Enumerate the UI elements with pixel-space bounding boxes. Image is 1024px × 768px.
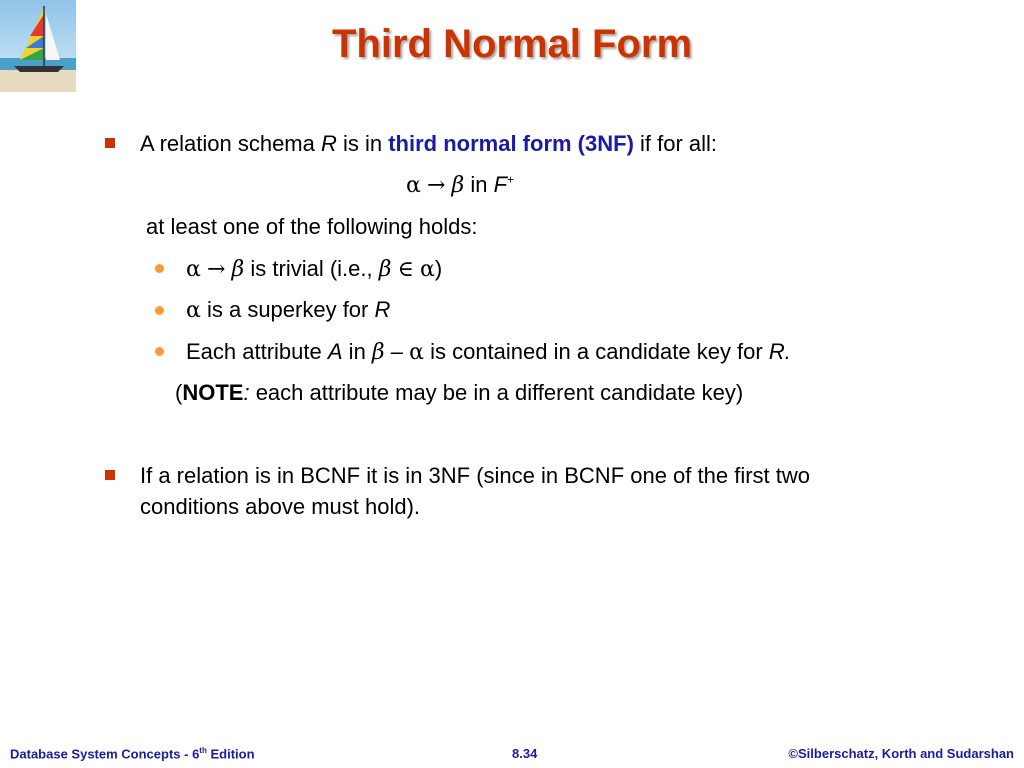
alpha-symbol: α — [186, 257, 201, 282]
sub-bullet-text: Each attribute — [186, 339, 328, 364]
sub-bullet-text: is contained in a candidate key for — [423, 339, 769, 364]
functional-dependency-line — [406, 172, 514, 198]
relation-r: R — [320, 131, 337, 156]
sub-bullet-text: is a superkey for — [200, 297, 375, 322]
bullet-1 — [140, 131, 717, 157]
alpha-symbol: α — [406, 173, 421, 198]
arrow-symbol: → — [426, 173, 446, 198]
bullet-dot-icon — [155, 347, 164, 356]
bullet-square-icon — [105, 138, 115, 148]
alpha-symbol: α — [420, 257, 435, 282]
open-paren: ( — [175, 380, 183, 405]
relation-r: R. — [768, 339, 791, 364]
third-normal-form-term: third normal form (3NF) — [388, 131, 634, 156]
note-label: NOTE — [182, 380, 244, 405]
sub-bullet-superkey — [186, 297, 390, 323]
footer-edition-sup: th — [199, 746, 207, 755]
alpha-symbol: α — [186, 298, 201, 323]
element-of-symbol: ∈ — [397, 257, 414, 282]
footer-copyright: ©Silberschatz, Korth and Sudarshan — [788, 746, 1014, 761]
alpha-symbol: α — [409, 340, 424, 365]
sub-bullet-trivial — [186, 256, 442, 282]
sub-bullet-candidate-key — [186, 339, 791, 365]
slide-title: Third Normal Form — [331, 22, 693, 66]
bullet-1-text: A relation schema — [140, 131, 321, 156]
close-paren: ) — [434, 256, 443, 281]
beta-symbol: β — [371, 340, 385, 365]
sub-bullet-text: in — [342, 339, 372, 364]
attribute-a: A — [327, 339, 343, 364]
note-colon: : — [243, 380, 250, 405]
note-text: each attribute may be in a different candidate key) — [249, 380, 744, 405]
sub-bullet-text: is trivial (i.e., — [244, 256, 379, 281]
closure-f: F — [493, 172, 508, 197]
bullet-2-line-2: conditions above must hold). — [140, 494, 421, 519]
relation-r: R — [374, 297, 391, 322]
bullet-square-icon — [105, 470, 115, 480]
minus-symbol: – — [384, 339, 410, 364]
fd-in-text: in — [464, 172, 494, 197]
closure-plus: + — [507, 172, 515, 187]
beta-symbol: β — [378, 257, 392, 282]
beta-symbol: β — [451, 173, 465, 198]
footer-book-text: Database System Concepts - 6 — [10, 746, 200, 762]
bullet-2-line-1: If a relation is in BCNF it is in 3NF (since in BCNF one of the first two — [140, 463, 811, 488]
footer-book-title — [10, 746, 255, 761]
bullet-1-text: is in — [336, 131, 389, 156]
note-line — [175, 380, 743, 406]
bullet-1-text: if for all: — [633, 131, 718, 156]
holds-line: at least one of the following holds: — [146, 214, 478, 239]
bullet-dot-icon — [155, 306, 164, 315]
bullet-dot-icon — [155, 264, 164, 273]
beta-symbol: β — [231, 257, 245, 282]
arrow-symbol: → — [206, 257, 226, 282]
footer-edition-text: Edition — [206, 746, 255, 762]
slide-number: 8.34 — [512, 746, 538, 761]
